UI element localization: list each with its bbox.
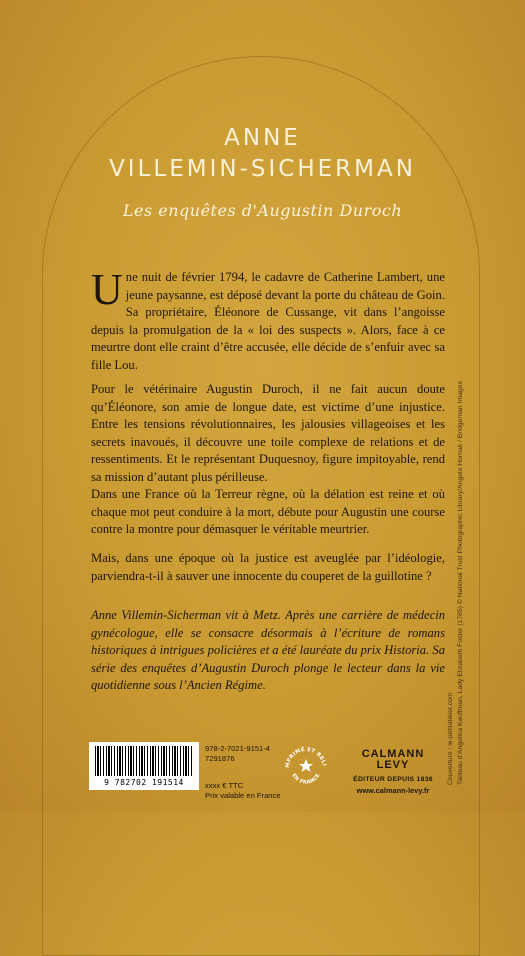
- publisher-name-1: CALMANN: [361, 748, 425, 760]
- drop-cap: U: [91, 265, 123, 314]
- publisher-name-2: LEVY: [376, 759, 410, 771]
- cover-credit-design: Couverture : le-petitatelier.com: [447, 692, 454, 785]
- barcode-number: 9 782702 191514: [104, 778, 184, 787]
- blurb-paragraph-4: Mais, dans une époque où la justice est aveuglée par l’idéologie, parviendra-t-il à sauver une innocente du couperet de la guillotine ?: [91, 551, 445, 583]
- svg-text:EN FRANCE: [290, 772, 321, 785]
- price-note: Prix valable en France: [205, 791, 281, 800]
- author-name-last: VILLEMIN-SICHERMAN: [109, 156, 416, 182]
- author-bio: Anne Villemin-Sicherman vit à Metz. Après une carrière de médecin gynécologue, elle se consacre désormais à l’écriture de romans historiques à intrigues policières et a été lauréate du prix Historia. Sa série des enquêtes d’Augustin Duroch plonge le lecteur dans la vie quotidienne sous l’Ancien Régime.: [91, 608, 445, 692]
- series-title: Les enquêtes d'Augustin Duroch: [122, 201, 403, 220]
- cover-credits: [446, 381, 466, 785]
- blurb-paragraph-3: Dans une France où la Terreur règne, où la délation est reine et où chaque mot peut conduire à la mort, débute pour Augustin une course contre la montre pour démasquer le véritable meurtrier.: [91, 487, 445, 536]
- price: xxxx € TTC: [205, 781, 244, 790]
- publisher-since: ÉDITEUR DEPUIS 1836: [353, 776, 433, 783]
- seal-top-text: MPRIMÉ ET RELI: [284, 746, 327, 769]
- publisher-logo: [353, 749, 433, 795]
- barcode-bars: [95, 746, 193, 776]
- blurb-paragraph-2: Pour le vétérinaire Augustin Duroch, il ne fait aucun doute qu’Éléonore, son amie de longue date, est victime d’une injustice. Entre les tensions révolutionnaires, les jalousies villageoises et les secrets inavoués, il découvre une toile complexe de relations et de ressentiments. Et le représentant Duquesnoy, figure impitoyable, rend sa mission d’autant plus périlleuse.: [91, 382, 445, 484]
- cover-credit-painting: Tableau d’Angelica Kauffman, Lady Elizabeth Foster (1785) © National Trust Photographic Library/Angelo Hornak / Bridgeman Images: [457, 381, 464, 785]
- blurb-paragraph-1: [91, 265, 445, 374]
- made-in-france-seal-icon: [283, 743, 329, 789]
- publisher-url: www.calmann-levy.fr: [356, 786, 430, 795]
- blurb-paragraph-1-text: ne nuit de février 1794, le cadavre de Catherine Lambert, une jeune paysanne, est déposé devant la porte du château de Goin. Sa propriétaire, Éléonore de Cussange, vit dans l’angoisse depuis la promulgation de la « loi des suspects ». Alors, face à ce meurtre dont elle craint d’être accusée, elle décide de s’enfuir avec sa fille Lou.: [91, 270, 445, 372]
- product-code: 7291876: [205, 754, 235, 763]
- isbn-number: 978-2-7021-9151-4: [205, 744, 271, 753]
- seal-bottom-text: EN FRANCE: [290, 772, 322, 786]
- barcode: [89, 742, 199, 790]
- author-name-first: ANNE: [224, 125, 301, 151]
